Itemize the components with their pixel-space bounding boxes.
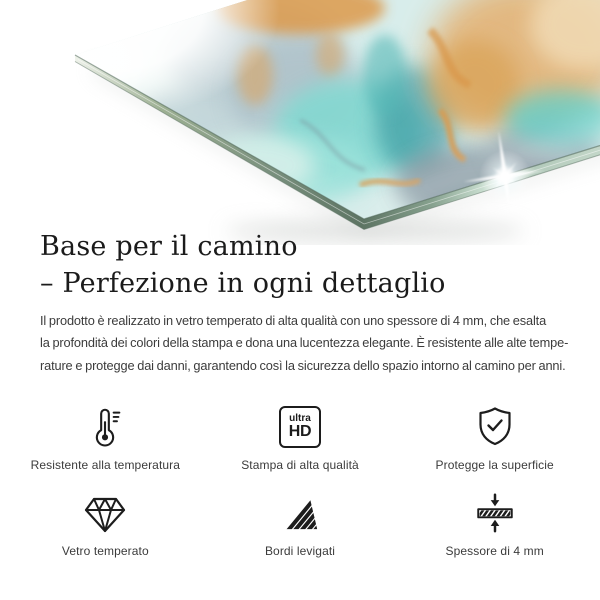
feature-thickness <box>397 488 592 558</box>
ultra-hd-text-top: ultra <box>289 413 311 424</box>
feature-label: Protegge la superficie <box>435 458 554 472</box>
feature-polished-edges <box>203 488 398 558</box>
page-title <box>40 228 446 302</box>
ultra-hd-icon <box>279 406 321 448</box>
thermometer-icon <box>82 404 128 450</box>
features-grid <box>8 402 592 558</box>
feature-print-quality <box>203 402 398 472</box>
feature-surface-protection <box>397 402 592 472</box>
feature-label: Stampa di alta qualità <box>241 458 359 472</box>
shield-check-icon <box>472 404 518 450</box>
feature-temperature <box>8 402 203 472</box>
description-line: Il prodotto è realizzato in vetro temperato di alta qualità con uno spessore di 4 mm, che esalta <box>40 313 547 328</box>
glass-panel-image <box>0 0 600 245</box>
page-title-line1: Base per il camino <box>40 231 298 262</box>
feature-label: Vetro temperato <box>61 544 149 558</box>
feature-label: Bordi levigati <box>264 544 336 558</box>
diamond-icon <box>81 491 129 535</box>
polished-edges-icon <box>278 491 322 535</box>
feature-label: Spessore di 4 mm <box>445 544 544 558</box>
description-line: rature e protegge dai danni, garantendo così la sicurezza dello spazio intorno al camino per anni. <box>40 357 566 373</box>
feature-tempered-glass <box>8 488 203 558</box>
product-photo <box>0 0 600 245</box>
ultra-hd-text-bottom: HD <box>288 423 312 440</box>
thickness-icon <box>472 490 518 536</box>
description-line: la profondità dei colori della stampa e dona una lucentezza elegante. È resistente alle alte tempe- <box>40 335 569 351</box>
feature-label: Resistente alla temperatura <box>30 458 181 472</box>
page-title-line2: – Perfezione in ogni dettaglio <box>40 268 446 299</box>
product-description <box>40 310 570 377</box>
